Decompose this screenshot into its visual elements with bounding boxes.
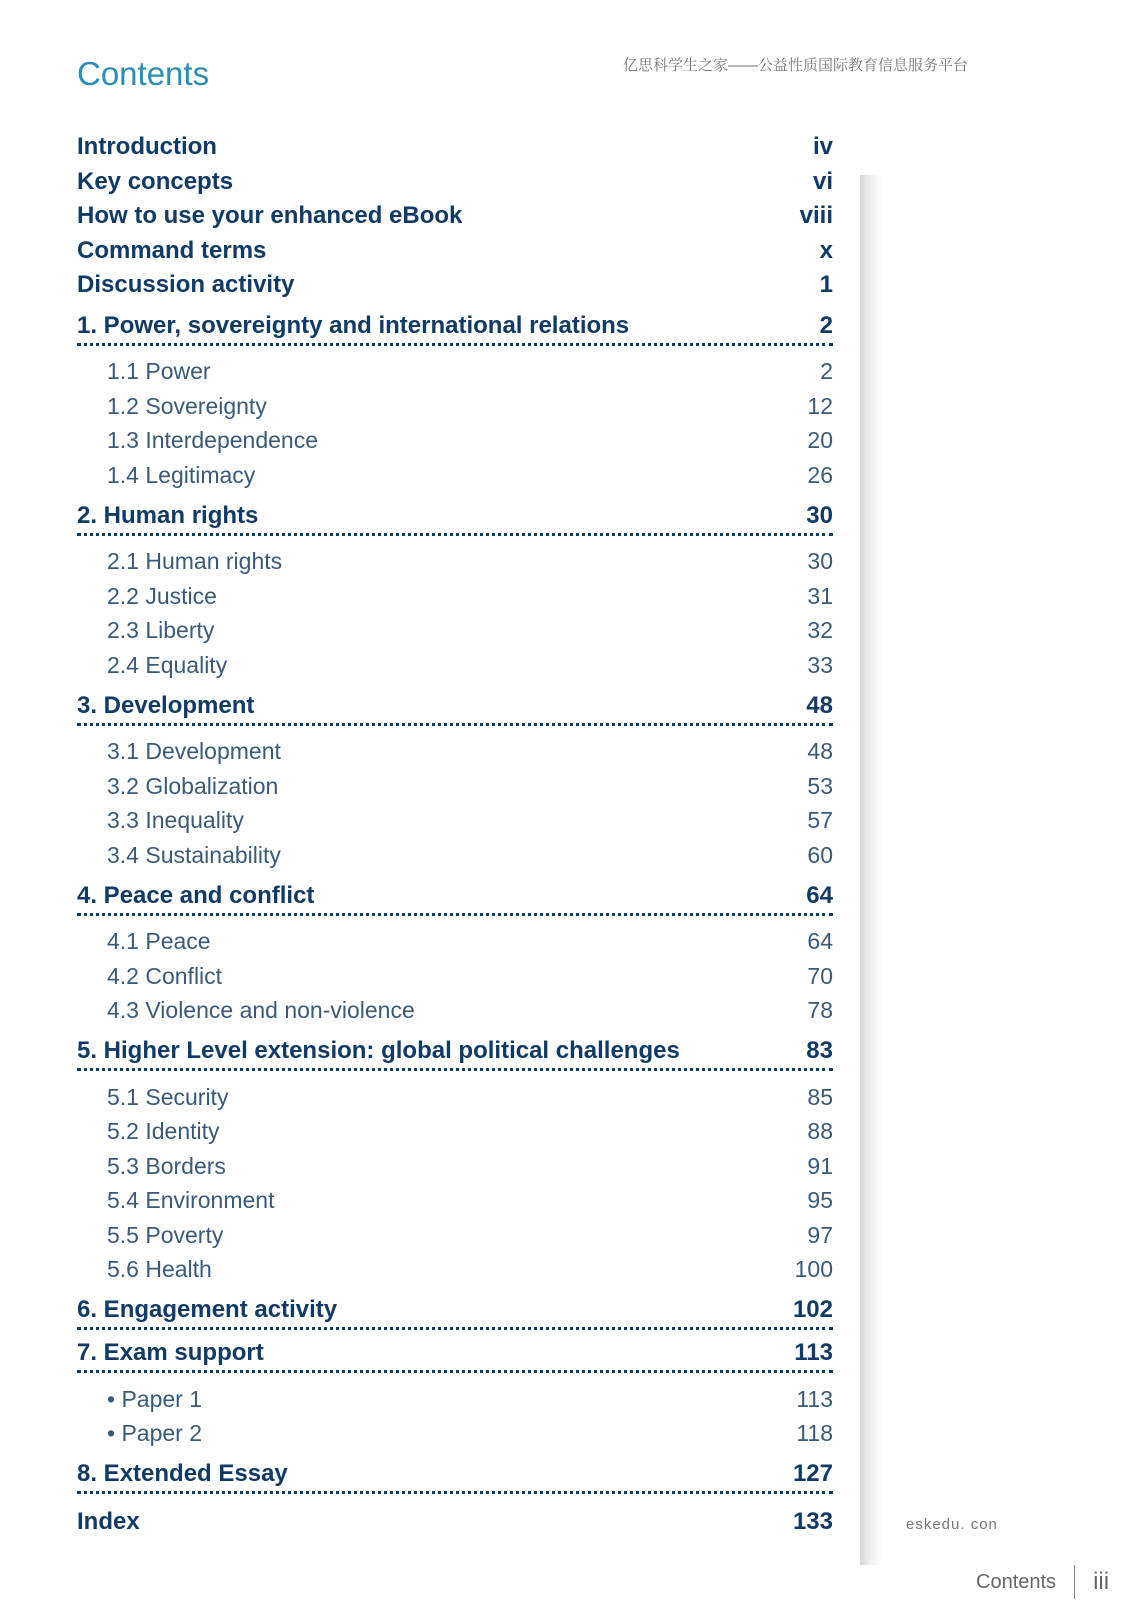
toc-entry-page: viii: [799, 202, 833, 230]
toc-entry-page: 2: [819, 311, 833, 339]
toc-entry-label: Index: [77, 1508, 140, 1535]
toc-entry-label: Command terms: [77, 236, 267, 264]
toc-entry-page: 1: [819, 271, 833, 299]
chapter-block: [77, 1295, 833, 1330]
toc-entry-page: 118: [796, 1420, 833, 1447]
toc-entry-section[interactable]: [77, 838, 833, 873]
toc-entry-front-matter[interactable]: [77, 234, 833, 269]
toc-entry-page: x: [819, 236, 833, 264]
toc-entry-section[interactable]: [77, 545, 833, 580]
toc-entry-section[interactable]: [77, 735, 833, 770]
toc-entry-section[interactable]: [77, 389, 833, 424]
watermark-top: 亿思科学生之家——公益性质国际教育信息服务平台: [623, 57, 969, 74]
toc-entry-label: Introduction: [77, 133, 217, 161]
toc-entry-chapter[interactable]: [77, 311, 833, 346]
toc-entry-label: 2.2 Justice: [107, 582, 217, 609]
section-list: [77, 1071, 833, 1287]
toc-entry-label: 3.3 Inequality: [107, 807, 244, 834]
chapter-list: [77, 311, 833, 1495]
toc-entry-front-matter[interactable]: [77, 199, 833, 234]
toc-entry-section[interactable]: [77, 1115, 833, 1150]
toc-entry-label: 4. Peace and conflict: [77, 881, 315, 909]
toc-entry-page: 48: [807, 738, 833, 765]
page-title: Contents: [77, 55, 210, 92]
toc-entry-page: 12: [807, 392, 833, 419]
toc-entry-section[interactable]: [77, 769, 833, 804]
toc-entry-section[interactable]: [77, 804, 833, 839]
toc-entry-section[interactable]: [77, 1382, 833, 1417]
toc-entry-front-matter[interactable]: [77, 165, 833, 200]
toc-entry-label: 5.3 Borders: [107, 1152, 226, 1179]
toc-entry-page: 78: [807, 997, 833, 1024]
toc-entry-page: 31: [807, 582, 833, 609]
toc-entry-page: 95: [807, 1187, 833, 1214]
toc-entry-chapter[interactable]: [77, 691, 833, 726]
toc-entry-label: 5.2 Identity: [107, 1118, 220, 1145]
section-list: [77, 916, 833, 1029]
toc-entry-page: 83: [806, 1037, 833, 1064]
toc-entry-label: 1.4 Legitimacy: [107, 461, 256, 488]
section-list: [77, 726, 833, 873]
toc-entry-section[interactable]: [77, 925, 833, 960]
toc-entry-section[interactable]: [77, 424, 833, 459]
toc-entry-page: 2: [820, 358, 833, 385]
toc-entry-page: 64: [807, 928, 833, 955]
toc-entry-page: 70: [807, 962, 833, 989]
toc-entry-page: 97: [807, 1221, 833, 1248]
toc-entry-chapter[interactable]: [77, 1459, 833, 1494]
toc-entry-chapter[interactable]: [77, 1036, 833, 1071]
toc-entry-label: 5.1 Security: [107, 1083, 229, 1110]
toc-entry-label: 2.1 Human rights: [107, 548, 283, 575]
chapter-block: [77, 1338, 833, 1451]
toc-entry-page: 88: [807, 1118, 833, 1145]
footer-divider: [1074, 1565, 1075, 1599]
chapter-block: [77, 881, 833, 1029]
toc-entry-page: 48: [806, 691, 833, 719]
toc-entry-page: 100: [794, 1256, 833, 1283]
toc-entry-section[interactable]: [77, 959, 833, 994]
toc-entry-label: 3.2 Globalization: [107, 772, 279, 799]
toc-entry-label: 8. Extended Essay: [77, 1460, 288, 1487]
toc-entry-label: 7. Exam support: [77, 1339, 264, 1366]
toc-entry-label: • Paper 2: [107, 1420, 202, 1447]
toc-entry-label: 6. Engagement activity: [77, 1296, 338, 1323]
toc-entry-page: 57: [807, 807, 833, 834]
toc-entry-label: 2.3 Liberty: [107, 617, 215, 644]
toc-entry-section[interactable]: [77, 355, 833, 390]
footer-page-number: iii: [1093, 1568, 1110, 1595]
section-list: [77, 536, 833, 683]
toc-entry-label: Key concepts: [77, 167, 234, 195]
toc-entry-label: 5. Higher Level extension: global political challenges: [77, 1037, 680, 1064]
toc-entry-section[interactable]: [77, 648, 833, 683]
toc-entry-page: 113: [796, 1385, 833, 1412]
toc-entry-page: 133: [792, 1508, 833, 1535]
toc-entry-page: 26: [807, 461, 833, 488]
page-edge-shadow: [860, 175, 882, 1565]
toc-entry-label: • Paper 1: [107, 1385, 202, 1412]
footer-section-label: Contents: [976, 1570, 1057, 1593]
watermark-bottom: eskedu. con: [906, 1516, 998, 1533]
toc-entry-page: vi: [812, 167, 833, 195]
chapter-block: [77, 1459, 833, 1494]
toc-entry-label: How to use your enhanced eBook: [77, 202, 463, 230]
toc-entry-section[interactable]: [77, 1218, 833, 1253]
toc-entry-page: 85: [807, 1083, 833, 1110]
toc-entry-section[interactable]: [77, 1253, 833, 1288]
toc-entry-page: 30: [806, 501, 833, 529]
toc-entry-label: 2. Human rights: [77, 501, 259, 529]
toc-entry-label: 2.4 Equality: [107, 651, 228, 678]
toc-entry-chapter[interactable]: [77, 1295, 833, 1330]
toc-entry-label: Discussion activity: [77, 271, 295, 299]
toc-entry-page: 127: [792, 1460, 833, 1487]
toc-entry-page: 113: [794, 1339, 833, 1366]
toc-entry-page: 60: [807, 841, 833, 868]
front-matter-list: [77, 130, 833, 303]
toc-entry-label: 3.1 Development: [107, 738, 281, 765]
chapter-block: [77, 691, 833, 873]
toc-entry-label: 1. Power, sovereignty and international relations: [77, 311, 630, 339]
toc-entry-chapter[interactable]: [77, 1338, 833, 1373]
toc-entry-front-matter[interactable]: [77, 268, 833, 303]
toc-entry-section[interactable]: [77, 1080, 833, 1115]
toc-entry-page: 102: [792, 1296, 833, 1323]
toc-entry-section[interactable]: [77, 994, 833, 1029]
chapter-block: [77, 311, 833, 493]
toc-entry-label: 1.3 Interdependence: [107, 427, 319, 454]
table-of-contents: [77, 130, 833, 1540]
toc-entry-label: 4.2 Conflict: [107, 962, 223, 989]
toc-entry-page: 64: [806, 881, 833, 909]
toc-entry-chapter[interactable]: [77, 501, 833, 536]
toc-entry-index[interactable]: [77, 1504, 833, 1540]
toc-entry-page: 33: [807, 651, 833, 678]
toc-entry-label: 1.2 Sovereignty: [107, 392, 267, 419]
toc-entry-section[interactable]: [77, 1149, 833, 1184]
toc-entry-page: 91: [807, 1152, 833, 1179]
toc-entry-section[interactable]: [77, 579, 833, 614]
toc-entry-section[interactable]: [77, 614, 833, 649]
toc-entry-page: 30: [807, 548, 833, 575]
toc-entry-label: 5.5 Poverty: [107, 1221, 224, 1248]
chapter-block: [77, 1036, 833, 1287]
toc-entry-front-matter[interactable]: [77, 130, 833, 165]
toc-entry-section[interactable]: [77, 1417, 833, 1452]
toc-entry-page: 53: [807, 772, 833, 799]
toc-entry-label: 5.6 Health: [107, 1256, 212, 1283]
toc-entry-label: 5.4 Environment: [107, 1187, 275, 1214]
toc-entry-label: 3. Development: [77, 691, 255, 719]
toc-entry-page: 20: [807, 427, 833, 454]
section-list: [77, 1373, 833, 1451]
page-footer: [976, 1565, 1109, 1599]
toc-entry-page: iv: [812, 133, 833, 161]
toc-entry-label: 3.4 Sustainability: [107, 841, 281, 868]
toc-entry-label: 4.3 Violence and non-violence: [107, 997, 415, 1024]
toc-entry-chapter[interactable]: [77, 881, 833, 916]
toc-entry-section[interactable]: [77, 458, 833, 493]
toc-entry-label: 1.1 Power: [107, 358, 211, 385]
toc-entry-section[interactable]: [77, 1184, 833, 1219]
toc-entry-label: 4.1 Peace: [107, 928, 211, 955]
section-list: [77, 346, 833, 493]
chapter-block: [77, 501, 833, 683]
toc-entry-page: 32: [807, 617, 833, 644]
